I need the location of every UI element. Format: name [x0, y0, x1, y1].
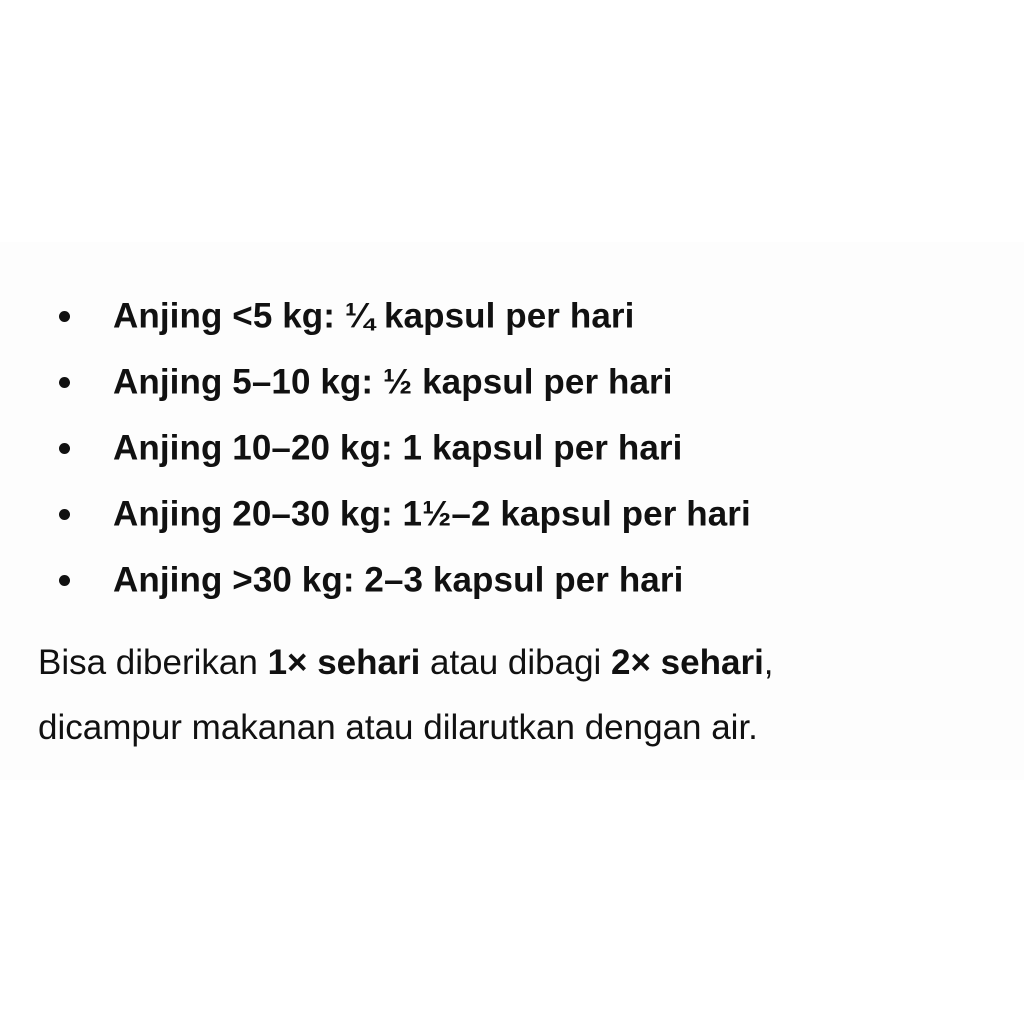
- note-punctuation: ,: [763, 643, 774, 682]
- bullet-icon: [59, 509, 70, 520]
- dosage-item-text: Anjing 10–20 kg: 1 kapsul per hari: [113, 428, 683, 468]
- bullet-icon: [59, 377, 70, 388]
- note-frequency-once: 1× sehari: [267, 643, 421, 682]
- note-frequency-twice: 2× sehari: [611, 643, 764, 682]
- list-item: [0, 415, 1024, 481]
- note-text: atau dibagi: [420, 643, 612, 682]
- bullet-icon: [59, 575, 70, 586]
- list-item: [0, 481, 1024, 547]
- usage-note: [38, 630, 998, 760]
- dosage-item-text: Anjing 20–30 kg: 1½–2 kapsul per hari: [113, 494, 751, 534]
- list-item: [0, 547, 1024, 613]
- list-item: [0, 283, 1024, 349]
- dosage-item-text: Anjing >30 kg: 2–3 kapsul per hari: [113, 560, 684, 600]
- note-text: Bisa diberikan: [38, 643, 268, 682]
- bullet-icon: [59, 443, 70, 454]
- dosage-item-text: Anjing 5–10 kg: ½ kapsul per hari: [113, 362, 673, 402]
- dosage-item-text: Anjing <5 kg: ¼ kapsul per hari: [113, 296, 635, 336]
- note-text-line-2: dicampur makanan atau dilarutkan dengan air.: [38, 708, 758, 747]
- list-item: [0, 349, 1024, 415]
- bullet-icon: [59, 311, 70, 322]
- dosage-list: [0, 283, 1024, 613]
